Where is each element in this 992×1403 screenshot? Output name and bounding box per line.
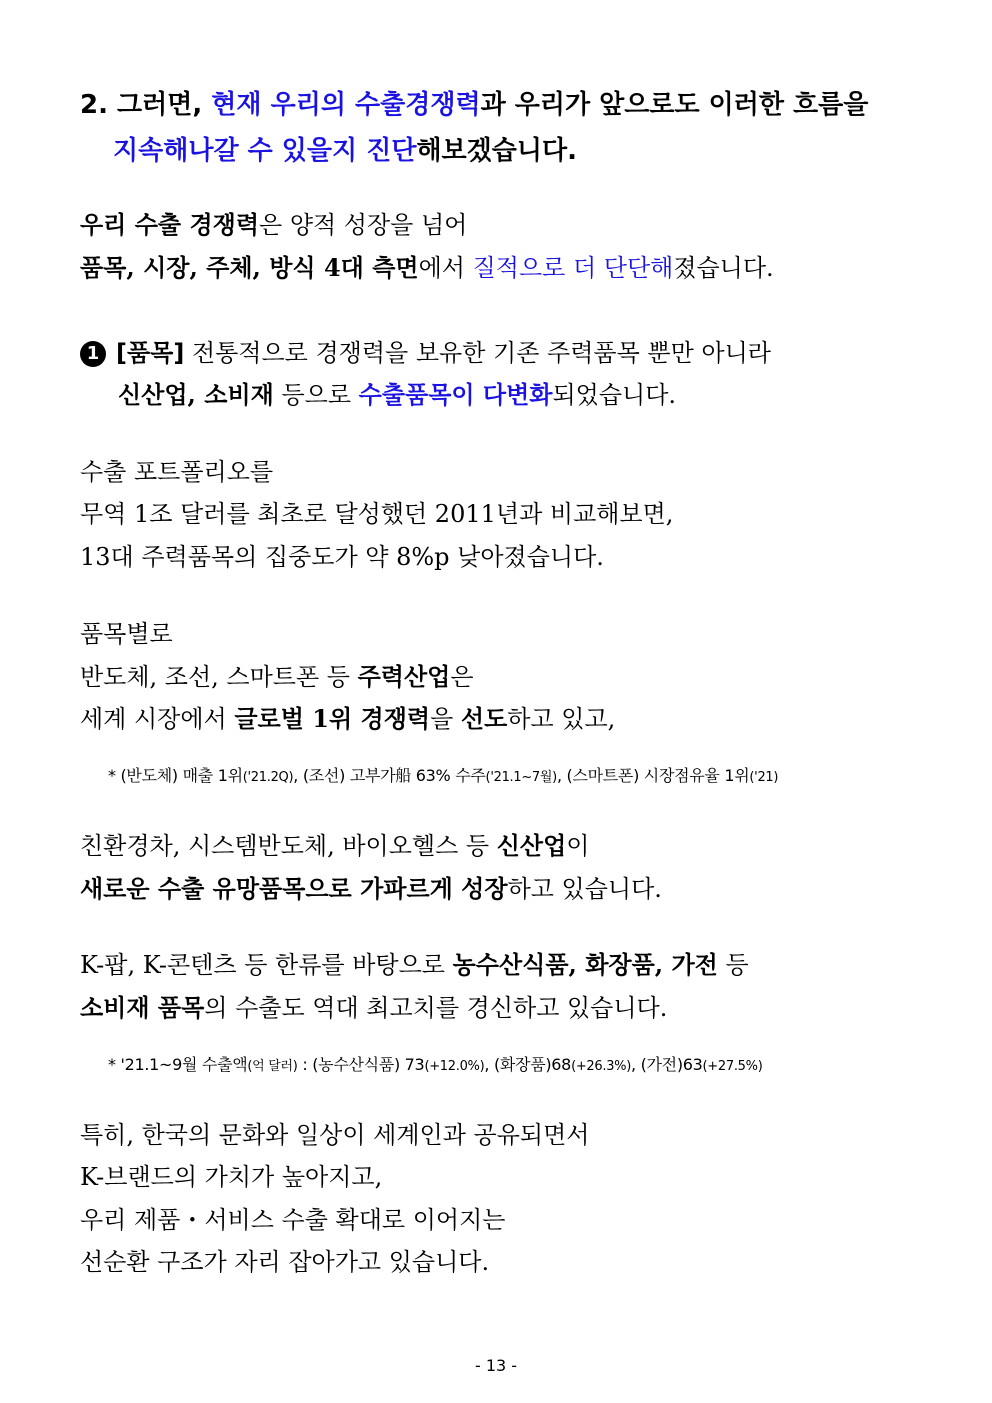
note1-part-b: , (조선) 고부가船 63% 수주 [293,766,486,785]
hallyu-bold: 농수산식품, 화장품, 가전 [452,950,718,979]
note2-part-a: * '21.1~9월 수출액 [108,1055,248,1074]
byitem-suffix: 은 [450,663,474,691]
section-heading-line1 [80,82,940,128]
note1-part-c: , (스마트폰) 시장점유율 1위 [556,766,750,785]
note2-sub-c: (+26.3%) [571,1059,631,1074]
hallyu-line-2 [80,987,667,1029]
newind-bold-2: 새로운 수출 유망품목으로 가파르게 성장 [80,874,508,903]
heading-highlight-1: 현재 우리의 수출경쟁력 [211,90,481,120]
newind-bold: 신산업 [496,831,567,860]
note1-sub-c: ('21) [749,770,779,785]
note2-part-b: : (농수산식품) 73 [297,1055,425,1074]
point1-tag: [품목] [116,339,185,367]
hallyu-text: K-팝, K-콘텐츠 등 한류를 바탕으로 [80,951,453,979]
closing-line-2: K-브랜드의 가치가 높아지고, [80,1163,383,1191]
note2-part-d: , (가전)63 [631,1055,703,1074]
intro-mid: 에서 [418,254,473,282]
point1-suffix: 되었습니다. [552,381,677,409]
closing-line-3: 우리 제품・서비스 수출 확대로 이어지는 [80,1206,506,1234]
hallyu-bold-2: 소비재 품목 [80,993,205,1022]
portfolio-line-3: 13대 주력품목의 집중도가 약 8%p 낮아졌습니다. [80,543,604,571]
byitem-bold-3a: 글로벌 1위 경쟁력 [234,704,431,733]
byitem-text-3: 세계 시장에서 [80,705,235,733]
note2-sub-a: (억 달러) [247,1059,298,1074]
newind-suffix-2: 하고 있습니다. [507,875,662,903]
heading-suffix: 해보겠습니다. [416,136,578,166]
number-circle-icon: 1 [80,341,106,367]
byitem-bold: 주력산업 [357,662,451,691]
closing-line-1: 특히, 한국의 문화와 일상이 세계인과 공유되면서 [80,1121,590,1149]
footnote-2 [108,1050,762,1082]
byitem-mid-3: 을 [430,705,461,733]
page-number: - 13 - [474,1356,518,1375]
point1-text: 전통적으로 경쟁력을 보유한 기존 주력품목 뿐만 아니라 [184,339,771,367]
intro-bold-2: 품목, 시장, 주체, 방식 4대 측면 [80,253,419,282]
point1-mid: 등으로 [273,381,359,409]
point1-bold: 신산업, 소비재 [118,380,274,409]
intro-text: 은 양적 성장을 넘어 [259,211,468,239]
portfolio-line-1: 수출 포트폴리오를 [80,458,274,486]
point1-highlight: 수출품목이 다변화 [358,380,553,409]
closing-line-4: 선순환 구조가 자리 잡아가고 있습니다. [80,1248,490,1276]
point1-line-2 [118,374,676,416]
intro-line-1 [80,204,467,246]
heading-prefix: 2. 그러면, [80,90,212,120]
note2-sub-b: (+12.0%) [424,1059,485,1074]
intro-line-2 [80,247,774,289]
heading-highlight-2: 지속해나갈 수 있을지 진단 [113,136,417,166]
hallyu-line-1 [80,944,749,986]
footnote-1 [108,761,778,793]
newind-suffix: 이 [566,832,590,860]
newind-line-2 [80,868,662,910]
byitem-suffix-3: 하고 있고, [507,705,616,733]
note2-sub-d: (+27.5%) [702,1059,763,1074]
intro-highlight: 질적으로 더 단단해 [472,254,674,282]
note1-part-a: * (반도체) 매출 1위 [108,766,243,785]
heading-mid: 과 우리가 앞으로도 이러한 흐름을 [480,90,869,120]
section-heading-line2 [113,128,973,174]
byitem-text: 반도체, 조선, 스마트폰 등 [80,663,358,691]
byitem-line-1: 품목별로 [80,620,173,648]
newind-line-1 [80,825,589,867]
note2-part-c: , (화장품)68 [484,1055,572,1074]
portfolio-line-2: 무역 1조 달러를 최초로 달성했던 2011년과 비교해보면, [80,500,674,528]
hallyu-suffix-2: 의 수출도 역대 최고치를 경신하고 있습니다. [204,994,668,1022]
newind-text: 친환경차, 시스템반도체, 바이오헬스 등 [80,832,497,860]
note1-sub-a: ('21.2Q) [242,770,294,785]
intro-suffix: 졌습니다. [673,254,774,282]
byitem-line-2 [80,656,474,698]
intro-bold: 우리 수출 경쟁력 [80,210,259,239]
byitem-line-3 [80,698,615,740]
hallyu-suffix: 등 [717,951,749,979]
point1-line-1 [80,332,771,374]
note1-sub-b: ('21.1~7월) [485,770,557,785]
byitem-bold-3b: 선도 [460,704,508,733]
